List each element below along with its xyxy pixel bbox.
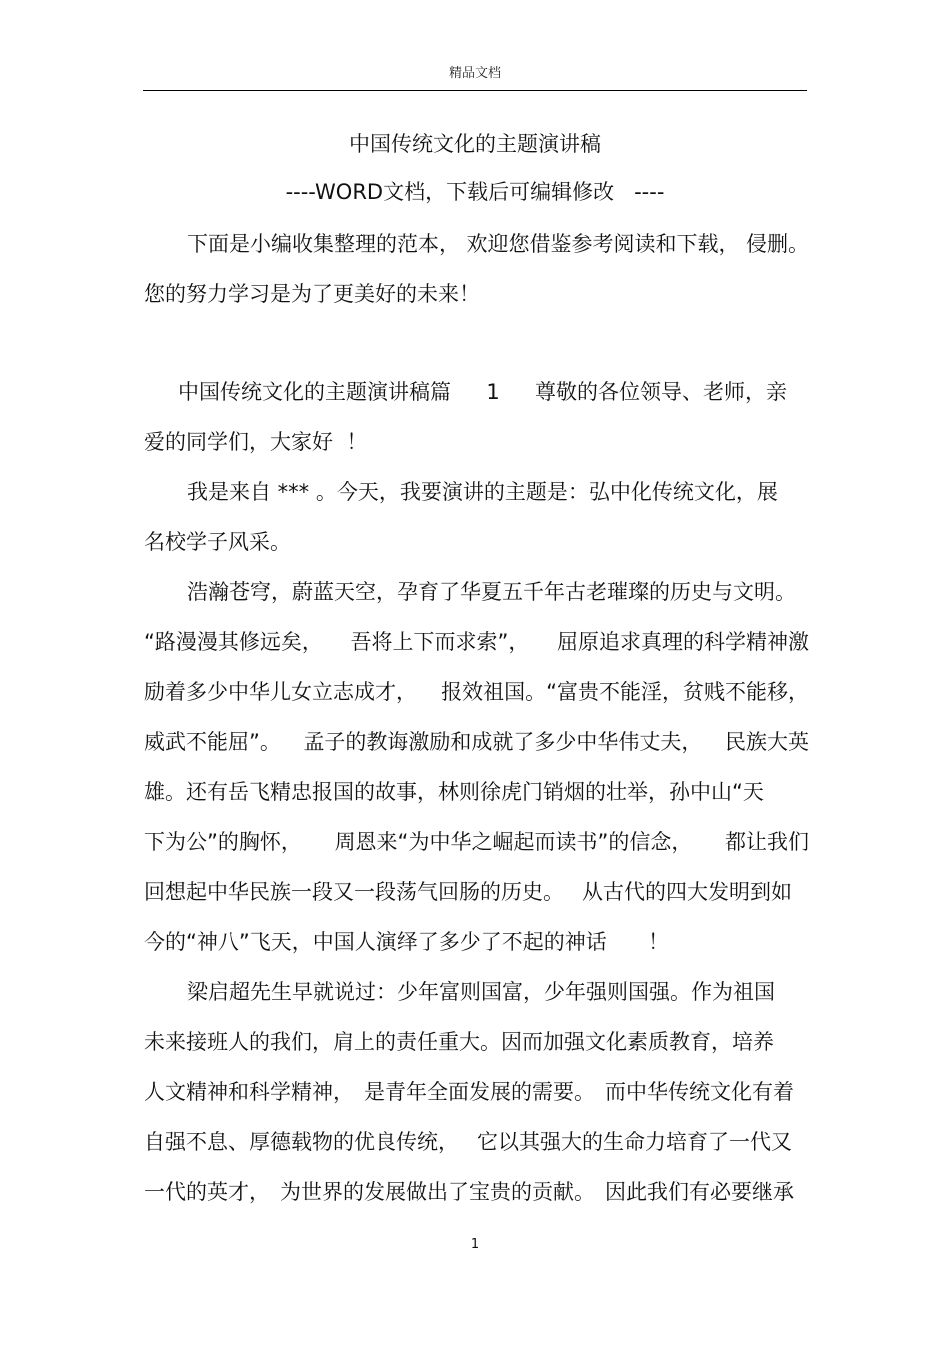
document-title: 中国传统文化的主题演讲稿: [349, 132, 601, 156]
text-segment: 它以其强大的生命力培育了一代又: [477, 1130, 792, 1154]
text-segment: 1: [486, 380, 500, 404]
text-segment: 欢迎您借鉴参考阅读和下载，: [466, 232, 740, 256]
text-line: [144, 827, 809, 857]
text-line: [144, 1127, 792, 1157]
text-segment: 报效祖国。“富贵不能淫，贫贱不能移，: [441, 680, 809, 704]
text-segment: 而中华传统文化有着: [605, 1080, 794, 1104]
text-segment: 是青年全面发展的需要。: [364, 1080, 595, 1104]
text-segment: 侵删。: [746, 232, 809, 256]
page-number: 1: [470, 1237, 480, 1252]
text-segment: 自强不息、厚德载物的优良传统，: [144, 1130, 459, 1154]
text-segment: 周恩来“为中华之崛起而读书”的信念，: [334, 830, 693, 854]
text-segment: 民族大英: [724, 730, 809, 754]
text-segment: ！: [648, 930, 669, 954]
text-line: [144, 1027, 809, 1057]
text-segment: 今的“神八”飞天，中国人演绎了多少了不起的神话: [144, 930, 607, 954]
text-segment: 屈原追求真理的科学精神激: [557, 630, 809, 654]
text-segment: 浩瀚苍穹，蔚蓝天空，孕育了华夏五千年古老璀璨的历史与文明。: [187, 580, 796, 604]
text-line: [144, 1177, 794, 1207]
text-line: [187, 977, 809, 1007]
text-segment: 吾将上下而求索”，: [350, 630, 530, 654]
text-segment: 威武不能屈”。: [144, 730, 281, 754]
text-segment: 中国传统文化的主题演讲稿篇: [178, 380, 451, 404]
text-line: [144, 727, 809, 757]
text-segment: 人文精神和科学精神，: [144, 1080, 354, 1104]
text-segment: 一代的英才，: [144, 1180, 270, 1204]
document-subtitle: ----WORD文档，下载后可编辑修改 ----: [285, 180, 665, 204]
text-segment: 您的努力学习是为了更美好的未来！: [144, 282, 480, 306]
text-segment: 都让我们: [725, 830, 809, 854]
text-line: [144, 677, 809, 707]
header-divider: [143, 90, 807, 91]
text-line: [144, 877, 792, 907]
text-line: [144, 527, 809, 557]
text-line: [144, 279, 809, 309]
text-line: [187, 477, 809, 507]
text-line: [178, 377, 787, 407]
text-line: [144, 777, 809, 807]
text-segment: 因此我们有必要继承: [605, 1180, 794, 1204]
text-segment: 孟子的教诲激励和成就了多少中华伟丈夫，: [303, 730, 703, 754]
text-segment: 梁启超先生早就说过：少年富则国富，少年强则国强。作为祖国: [187, 980, 775, 1004]
text-segment: 回想起中华民族一段又一段荡气回肠的历史。: [144, 880, 564, 904]
text-segment: 爱的同学们，大家好 ！: [144, 430, 368, 454]
text-segment: “路漫漫其修远矣，: [144, 630, 323, 654]
text-segment: 从古代的四大发明到如: [582, 880, 792, 904]
text-segment: 未来接班人的我们，肩上的责任重大。因而加强文化素质教育，培养: [144, 1030, 774, 1054]
text-line: [144, 1077, 794, 1107]
text-segment: 下为公”的胸怀，: [144, 830, 302, 854]
text-segment: 我是来自 *** 。今天，我要演讲的主题是：弘中化传统文化，展: [187, 480, 778, 504]
page-header-label: 精品文档: [448, 66, 501, 81]
text-segment: 下面是小编收集整理的范本，: [187, 232, 460, 256]
text-line: [144, 427, 809, 457]
text-line: [187, 229, 809, 259]
text-line: [187, 577, 809, 607]
text-segment: 为世界的发展做出了宝贵的贡献。: [280, 1180, 595, 1204]
text-segment: 名校学子风采。: [144, 530, 291, 554]
text-segment: 尊敬的各位领导、老师，亲: [535, 380, 787, 404]
text-line: [144, 627, 809, 657]
text-segment: 励着多少中华儿女立志成才，: [144, 680, 417, 704]
text-segment: 雄。还有岳飞精忠报国的故事，林则徐虎门销烟的壮举，孙中山“天: [144, 780, 764, 804]
text-line: [144, 927, 669, 957]
